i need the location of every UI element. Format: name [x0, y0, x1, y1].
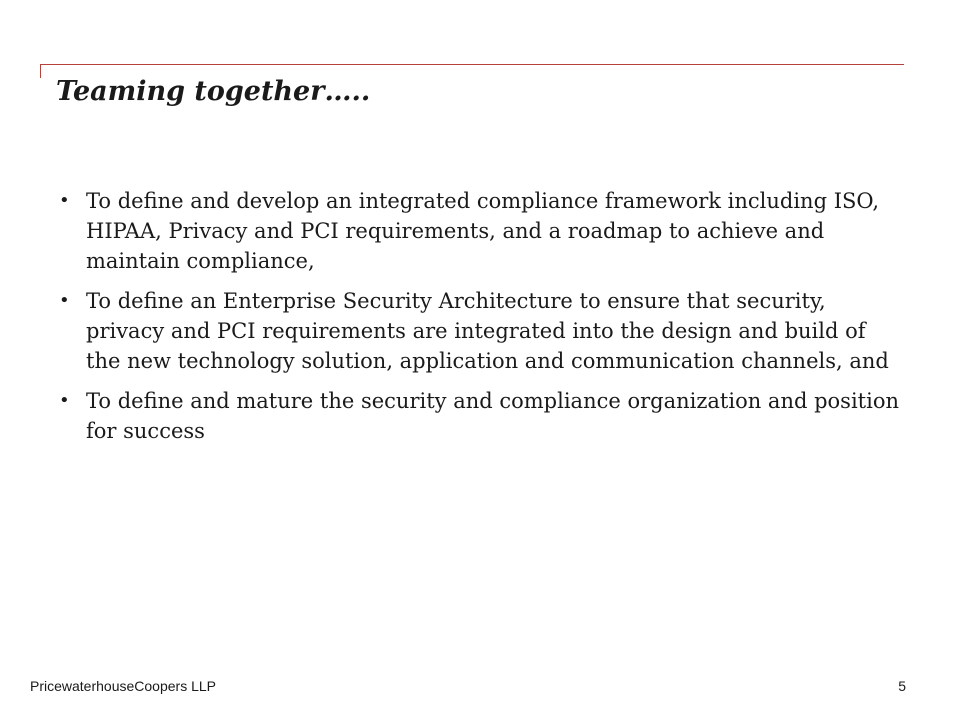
bullet-item — [58, 386, 904, 446]
bullet-list — [58, 186, 904, 456]
title-rule — [40, 64, 904, 65]
bullet-item — [58, 286, 904, 376]
bullet-text: To define and develop an integrated compliance framework including ISO, HIPAA, Privacy and PCI requirements, and a roadmap to achieve and maintain compliance, — [86, 189, 880, 273]
page-number: 5 — [898, 678, 906, 694]
bullet-dot-icon: • — [59, 290, 70, 311]
bullet-dot-icon: • — [59, 390, 70, 411]
title-rule-tick — [40, 64, 41, 78]
bullet-dot-icon: • — [59, 190, 70, 211]
bullet-text: To define and mature the security and compliance organization and position for success — [86, 389, 899, 443]
footer-company: PricewaterhouseCoopers LLP — [30, 678, 216, 694]
slide-title: Teaming together….. — [56, 76, 371, 107]
bullet-text: To define an Enterprise Security Architecture to ensure that security, privacy and PCI requirements are integrated into the design and build of the new technology solution, application and communication channels, and — [86, 289, 889, 373]
bullet-item — [58, 186, 904, 276]
